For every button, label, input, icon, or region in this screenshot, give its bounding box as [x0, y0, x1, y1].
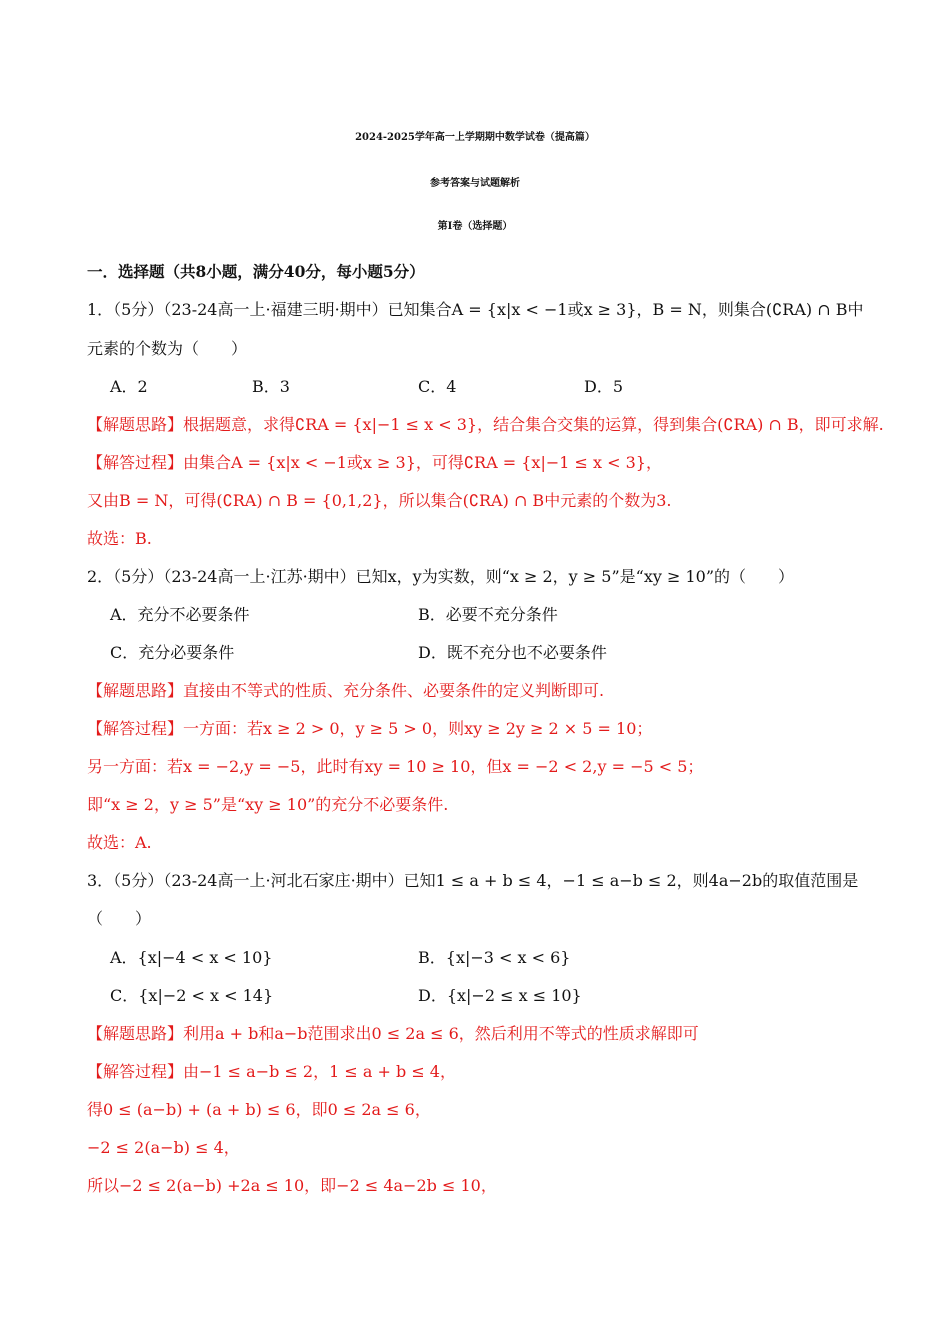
q1-option-a: A．2 [110, 377, 148, 396]
q3-option-a: A．{x|−4 < x < 10} [110, 948, 273, 967]
q3-option-c: C．{x|−2 < x < 14} [110, 986, 274, 1005]
q1-option-d: D．5 [584, 377, 624, 396]
q1-option-b: B．3 [252, 377, 290, 396]
q3-option-b: B．{x|−3 < x < 6} [418, 948, 571, 967]
q2-option-d: D．既不充分也不必要条件 [418, 643, 607, 662]
q3-option-d: D．{x|−2 ≤ x ≤ 10} [418, 986, 582, 1005]
document-subtitle: 参考答案与试题解析 [430, 178, 520, 189]
volume-heading: 第I卷（选择题） [437, 221, 513, 232]
q2-stem: 2．（5分）（23-24高一上·江苏·期中）已知x，y为实数，则“x ≥ 2，y ≥ 5”是“xy ≥ 10”的（ ） [87, 567, 795, 586]
q1-answer: 故选：B. [87, 529, 152, 548]
q2-option-b: B．必要不充分条件 [418, 605, 558, 624]
q1-solution-idea: 【解题思路】根据题意，求得∁RA = {x|−1 ≤ x < 3}，结合集合交集的运算，得到集合(∁RA) ∩ B，即可求解. [87, 415, 884, 434]
q2-solution-process-2: 另一方面：若x = −2,y = −5，此时有xy = 10 ≥ 10，但x = −2 < 2,y = −5 < 5； [87, 757, 704, 776]
q1-option-c: C．4 [418, 377, 457, 396]
section-heading: 一．选择题（共8小题，满分40分，每小题5分） [87, 262, 425, 281]
q3-solution-idea: 【解题思路】利用a + b和a−b范围求出0 ≤ 2a ≤ 6，然后利用不等式的性质求解即可 [87, 1024, 699, 1043]
q2-solution-idea: 【解题思路】直接由不等式的性质、充分条件、必要条件的定义判断即可. [87, 681, 605, 700]
q3-stem-line2: （ ） [87, 909, 152, 928]
q2-solution-process-1: 【解答过程】一方面：若x ≥ 2 > 0，y ≥ 5 > 0，则xy ≥ 2y ≥ 2 × 5 = 10； [87, 719, 653, 738]
q2-option-a: A．充分不必要条件 [110, 605, 250, 624]
q3-solution-process-1: 【解答过程】由−1 ≤ a−b ≤ 2，1 ≤ a + b ≤ 4， [87, 1062, 456, 1081]
q3-solution-process-2: 得0 ≤ (a−b) + (a + b) ≤ 6，即0 ≤ 2a ≤ 6， [87, 1100, 431, 1119]
q2-option-c: C．充分必要条件 [110, 643, 235, 662]
q3-stem-line1: 3．（5分）（23-24高一上·河北石家庄·期中）已知1 ≤ a + b ≤ 4，−1 ≤ a−b ≤ 2，则4a−2b的取值范围是 [87, 871, 859, 890]
q1-solution-process-1: 【解答过程】由集合A = {x|x < −1或x ≥ 3}，可得∁RA = {x|−1 ≤ x < 3}， [87, 453, 662, 472]
q3-solution-process-3: −2 ≤ 2(a−b) ≤ 4， [87, 1138, 240, 1157]
q2-answer: 故选：A. [87, 833, 152, 852]
q2-solution-process-3: 即“x ≥ 2，y ≥ 5”是“xy ≥ 10”的充分不必要条件. [87, 795, 449, 814]
document-title: 2024-2025学年高一上学期期中数学试卷（提高篇） [355, 132, 595, 143]
q1-solution-process-2: 又由B = N，可得(∁RA) ∩ B = {0,1,2}，所以集合(∁RA) ∩ B中元素的个数为3. [87, 491, 672, 510]
q1-stem-line1: 1．（5分）（23-24高一上·福建三明·期中）已知集合A = {x|x < −1或x ≥ 3}，B = N，则集合(∁RA) ∩ B中 [87, 300, 864, 319]
q1-stem-line2: 元素的个数为（ ） [87, 339, 248, 358]
q3-solution-process-4: 所以−2 ≤ 2(a−b) +2a ≤ 10，即−2 ≤ 4a−2b ≤ 10， [87, 1176, 497, 1195]
